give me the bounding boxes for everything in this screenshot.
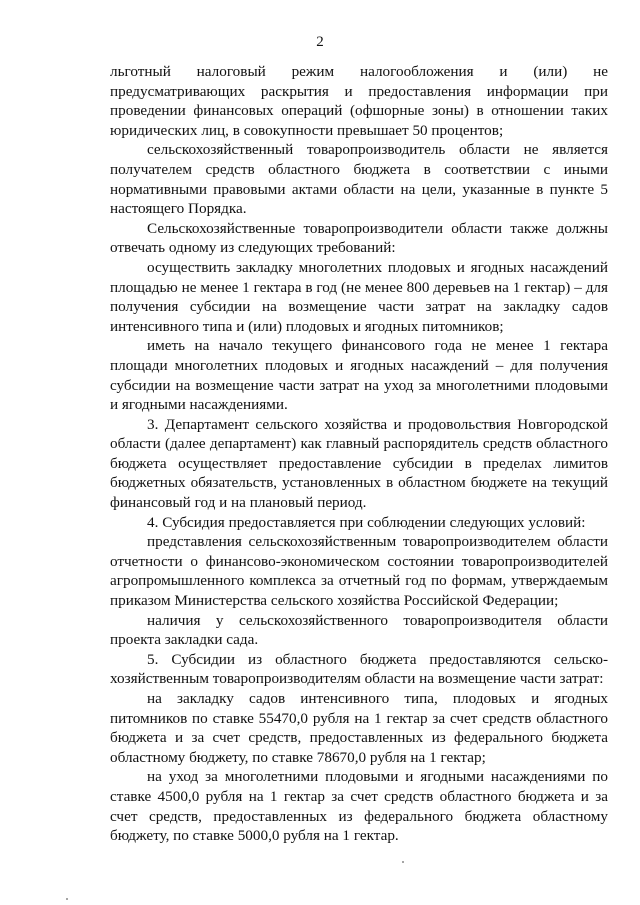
scan-speck [66, 898, 68, 900]
paragraph: Сельскохозяйственные товаропроизводители области также должны отвечать одному из следующих требований: [110, 219, 608, 257]
paragraph: льготный налоговый режим налогообложения и (или) не предусматривающих раскрытия и предоставления информации при проведении финансовых операций (офшорные зоны) в отношении таких юридических лиц, в совокупности превышает 50 процентов; [110, 63, 608, 139]
paragraph: 3. Департамент сельского хозяйства и продовольствия Новгородской области (далее департамент) как главный распорядитель средств областного бюджета осуществляет предоставление субсидии в пределах лимитов бюджетных обязательств, установленных в областном бюджете на текущий финансовый год и на плановый период. [110, 415, 608, 512]
paragraph: 4. Субсидия предоставляется при соблюдении следующих условий: [147, 513, 586, 531]
page-number: 2 [316, 34, 324, 50]
paragraph: осуществить закладку многолетних плодовых и ягодных насаждений площадью не менее 1 гектара в год (не менее 800 деревьев на 1 гектар) – для получения субсидии на возмещение части затрат на закладку садов интенсивного типа и (или) плодовых и ягодных питомников; [110, 258, 608, 335]
paragraph: 5. Субсидии из областного бюджета предоставляются сельско-хозяйственным товаропроизводителям области на возмещение части затрат: [110, 650, 608, 688]
scan-speck [402, 861, 404, 863]
paragraph: иметь на начало текущего финансового года не менее 1 гектара площади многолетних плодовых и ягодных насаждений – для получения субсидии на возмещение части затрат на уход за многолетними плодовыми и ягодными насаждениями. [110, 337, 608, 414]
document-body [110, 62, 608, 846]
paragraph: наличия у сельскохозяйственного товаропроизводителя области проекта закладки сада. [110, 611, 608, 649]
paragraph: на закладку садов интенсивного типа, плодовых и ягодных питомников по ставке 55470,0 рубля на 1 гектар за счет средств областного бюджета и за счет средств, предоставленных из федерального бюджета областному бюджету, по ставке 78670,0 рубля на 1 гектар; [110, 690, 608, 766]
paragraph: представления сельскохозяйственным товаропроизводителем области отчетности о финансово-экономическом состоянии товаропроизводителей агропромышленного комплекса за отчетный год по формам, утверждаемым приказом Министерства сельского хозяйства Российской Федерации; [110, 533, 608, 610]
paragraph: сельскохозяйственный товаропроизводитель области не является получателем средств областного бюджета в соответствии с иными нормативными правовыми актами области на цели, указанные в пункте 5 настоящего Порядка. [110, 141, 608, 218]
paragraph: на уход за многолетними плодовыми и ягодными насаждениями по ставке 4500,0 рубля на 1 гектар за счет средств областного бюджета и за счет средств, предоставленных из федерального бюджета областному бюджету, по ставке 5000,0 рубля на 1 гектар. [110, 768, 608, 845]
